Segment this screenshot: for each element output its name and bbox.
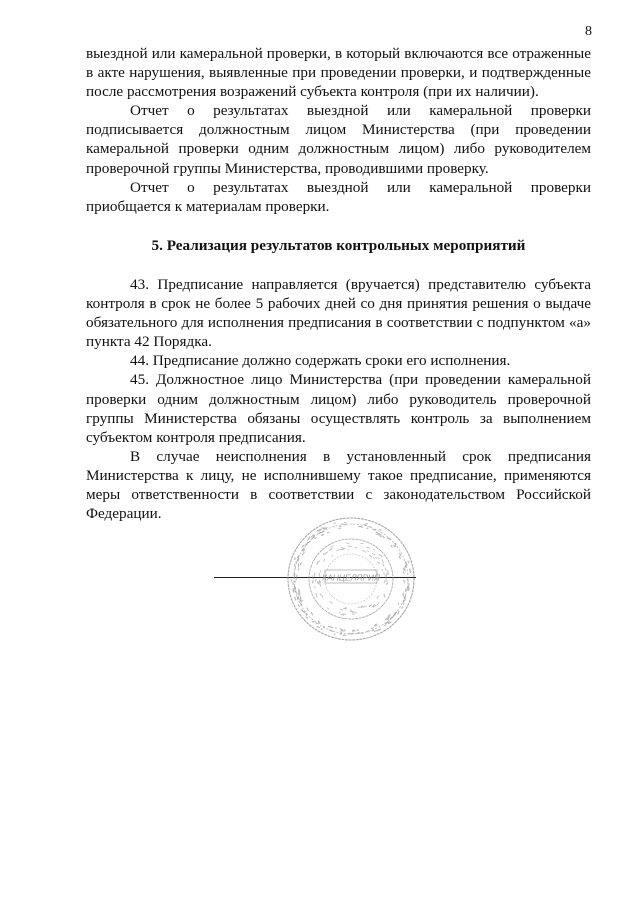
paragraph-item-44: 44. Предписание должно содержать сроки его исполнения. (130, 352, 511, 370)
paragraph-item-45: 45. Должностное лицо Министерства (при проведении камеральной проверки одним должностным лицом) либо руководитель проверочной группы Министерства обязаны осуществлять контроль за выполнением субъектом контроля предписания. (86, 371, 591, 446)
stamp-inner-text: КАНЦЕЛЯРИЯ (322, 572, 380, 583)
page-number: 8 (585, 24, 592, 39)
signature-area (0, 512, 640, 652)
section-heading: 5. Реализация результатов контрольных мероприятий (151, 236, 526, 254)
paragraph-item-43: 43. Предписание направляется (вручается) представителю субъекта контроля в срок не более 5 рабочих дней со дня принятия решения о выдаче обязательного для исполнения предписания в соответствии с подпунктом «а» пункта 42 Порядка. (86, 275, 591, 351)
document-body (86, 44, 591, 523)
paragraph-act-contents: выездной или камеральной проверки, в который включаются все отраженные в акте нарушения, выявленные при проведении проверки, и подтвержденные после рассмотрения возражений субъекта контроля (при их наличии). (86, 45, 591, 101)
paragraph-report-attachment: Отчет о результатах выездной или камеральной проверки приобщается к материалам проверки. (86, 178, 591, 215)
paragraph-report-signing: Отчет о результатах выездной или камеральной проверки подписывается должностным лицом Министерства (при проведении камеральной проверки одним должностным лицом) либо руководителем проверочной группы Министерства, проводившими проверку. (86, 102, 591, 177)
round-stamp (283, 512, 419, 646)
paragraph-liability: В случае неисполнения в установленный срок предписания Министерства к лицу, не исполнившему такое предписание, применяются меры ответственности в соответствии с законодательством Российской Федерации. (86, 447, 591, 523)
